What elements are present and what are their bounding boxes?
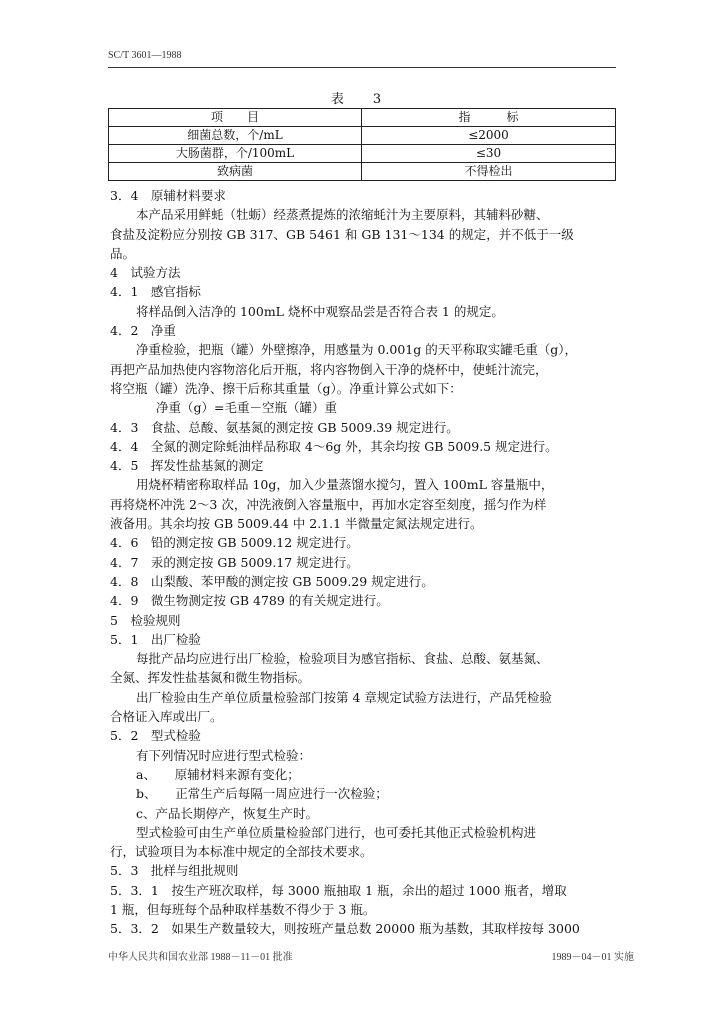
effective-date: 1989－04－01 实施: [551, 952, 634, 963]
paragraph-line: 再将烧杯冲洗 2～3 次，冲洗液倒入容量瓶中，再加水定容至刻度，摇匀作为样: [110, 496, 547, 512]
table-cell: 细菌总数，个/mL: [109, 127, 362, 145]
table-cell: 致病菌: [109, 163, 362, 181]
header-rule: [108, 67, 616, 68]
paragraph-line: 有下列情况时应进行型式检验：: [136, 747, 312, 763]
paragraph-line: 品。: [110, 245, 136, 261]
table-row: [109, 145, 616, 163]
table-cell: ≤30: [362, 145, 616, 163]
paragraph-line: 每批产品均应进行出厂检验，检验项目为感官指标、食盐、总酸、氨基氮、: [136, 651, 549, 667]
paragraph-line: 食盐及淀粉应分别按 GB 317、GB 5461 和 GB 131～134 的规定，并不低于一级: [110, 226, 574, 242]
table-header-row: [109, 109, 616, 127]
list-item: b、 正常生产后每隔一周应进行一次检验；: [136, 786, 388, 802]
section-heading: 4．4 全氮的测定除蚝油样品称取 4～6g 外，其余均按 GB 5009.5 规定进行。: [110, 438, 558, 454]
section-heading: 5．3 批样与组批规则: [110, 863, 239, 879]
paragraph-line: 将样品倒入洁净的 100mL 烧杯中观察品尝是否符合表 1 的规定。: [136, 303, 504, 319]
section-heading: 4．5 挥发性盐基氮的测定: [110, 458, 264, 474]
table-cell: 不得检出: [362, 163, 616, 181]
paragraph-line: 型式检验可由生产单位质量检验部门进行，也可委托其他正式检验机构进: [136, 824, 537, 840]
paragraph-line: 行，试验项目为本标准中规定的全部技术要求。: [110, 844, 373, 860]
paragraph-line: 5．3．1 按生产班次取样，每 3000 瓶抽取 1 瓶，余出的超过 1000 瓶者，增取: [110, 882, 567, 898]
section-heading: 3．4 原辅材料要求: [110, 188, 226, 203]
paragraph-line: 全氮、挥发性盐基氮和微生物指标。: [110, 670, 311, 686]
paragraph-line: 1 瓶，但每班每个品种取样基数不得少于 3 瓶。: [110, 901, 376, 917]
paragraph-line: 出厂检验由生产单位质量检验部门按第 4 章规定试验方法进行，产品凭检验: [136, 689, 552, 705]
section-heading: 4．2 净重: [110, 323, 176, 339]
section-heading: 5．2 型式检验: [110, 728, 201, 744]
section-heading: 4．1 感官指标: [110, 284, 201, 300]
paragraph-line: 合格证入库或出厂。: [110, 709, 223, 725]
standard-code: SC/T 3601—1988: [108, 50, 182, 61]
paragraph-line: 5．3．2 如果生产数量较大，则按班产量总数 20000 瓶为基数，其取样按每 3000: [110, 921, 580, 937]
paragraph-line: 本产品采用鲜蚝（牡蛎）经蒸煮提炼的浓缩蚝汁为主要原料，其辅料砂糖、: [136, 207, 549, 223]
document-body: [110, 186, 618, 939]
paragraph-line: 液备用。其余均按 GB 5009.44 中 2.1.1 半微量定氮法规定进行。: [110, 516, 483, 532]
list-item: a、 原辅材料来源有变化；: [136, 766, 300, 782]
section-heading: 4．9 微生物测定按 GB 4789 的有关规定进行。: [110, 593, 389, 609]
paragraph-line: 净重检验，把瓶（罐）外壁擦净，用感量为 0.001g 的天平称取实罐毛重（g），: [136, 342, 577, 358]
section-heading: 4．7 汞的测定按 GB 5009.17 规定进行。: [110, 554, 359, 570]
table-row: [109, 163, 616, 181]
microbe-table: [108, 108, 616, 181]
formula-line: 净重（g）=毛重－空瓶（罐）重: [156, 400, 337, 416]
list-item: c、产品长期停产，恢复生产时。: [136, 805, 319, 821]
section-heading: 4．3 食盐、总酸、氨基氮的测定按 GB 5009.39 规定进行。: [110, 419, 459, 435]
paragraph-line: 将空瓶（罐）洗净、擦干后称其重量（g）。净重计算公式如下：: [110, 380, 462, 396]
table-cell: 大肠菌群，个/100mL: [109, 145, 362, 163]
table-title: 表 3: [330, 92, 390, 107]
section-heading: 4．8 山梨酸、苯甲酸的测定按 GB 5009.29 规定进行。: [110, 573, 434, 589]
table-cell: ≤2000: [362, 127, 616, 145]
section-heading: 5．1 出厂检验: [110, 631, 201, 647]
table-header-index: 指 标: [362, 109, 616, 127]
table-row: [109, 127, 616, 145]
approval-date: 中华人民共和国农业部 1988－11－01 批准: [108, 952, 293, 963]
paragraph-line: 再把产品加热使内容物溶化后开瓶，将内容物倒入干净的烧杯中，使蚝汁流完，: [110, 361, 548, 377]
section-heading: 5 检验规则: [110, 612, 181, 628]
paragraph-line: 用烧杯精密称取样品 10g，加入少量蒸馏水搅匀，置入 100mL 容量瓶中，: [136, 477, 554, 493]
section-heading: 4．6 铅的测定按 GB 5009.12 规定进行。: [110, 535, 359, 551]
table-header-item: 项 目: [109, 109, 362, 127]
section-heading: 4 试验方法: [110, 265, 181, 281]
